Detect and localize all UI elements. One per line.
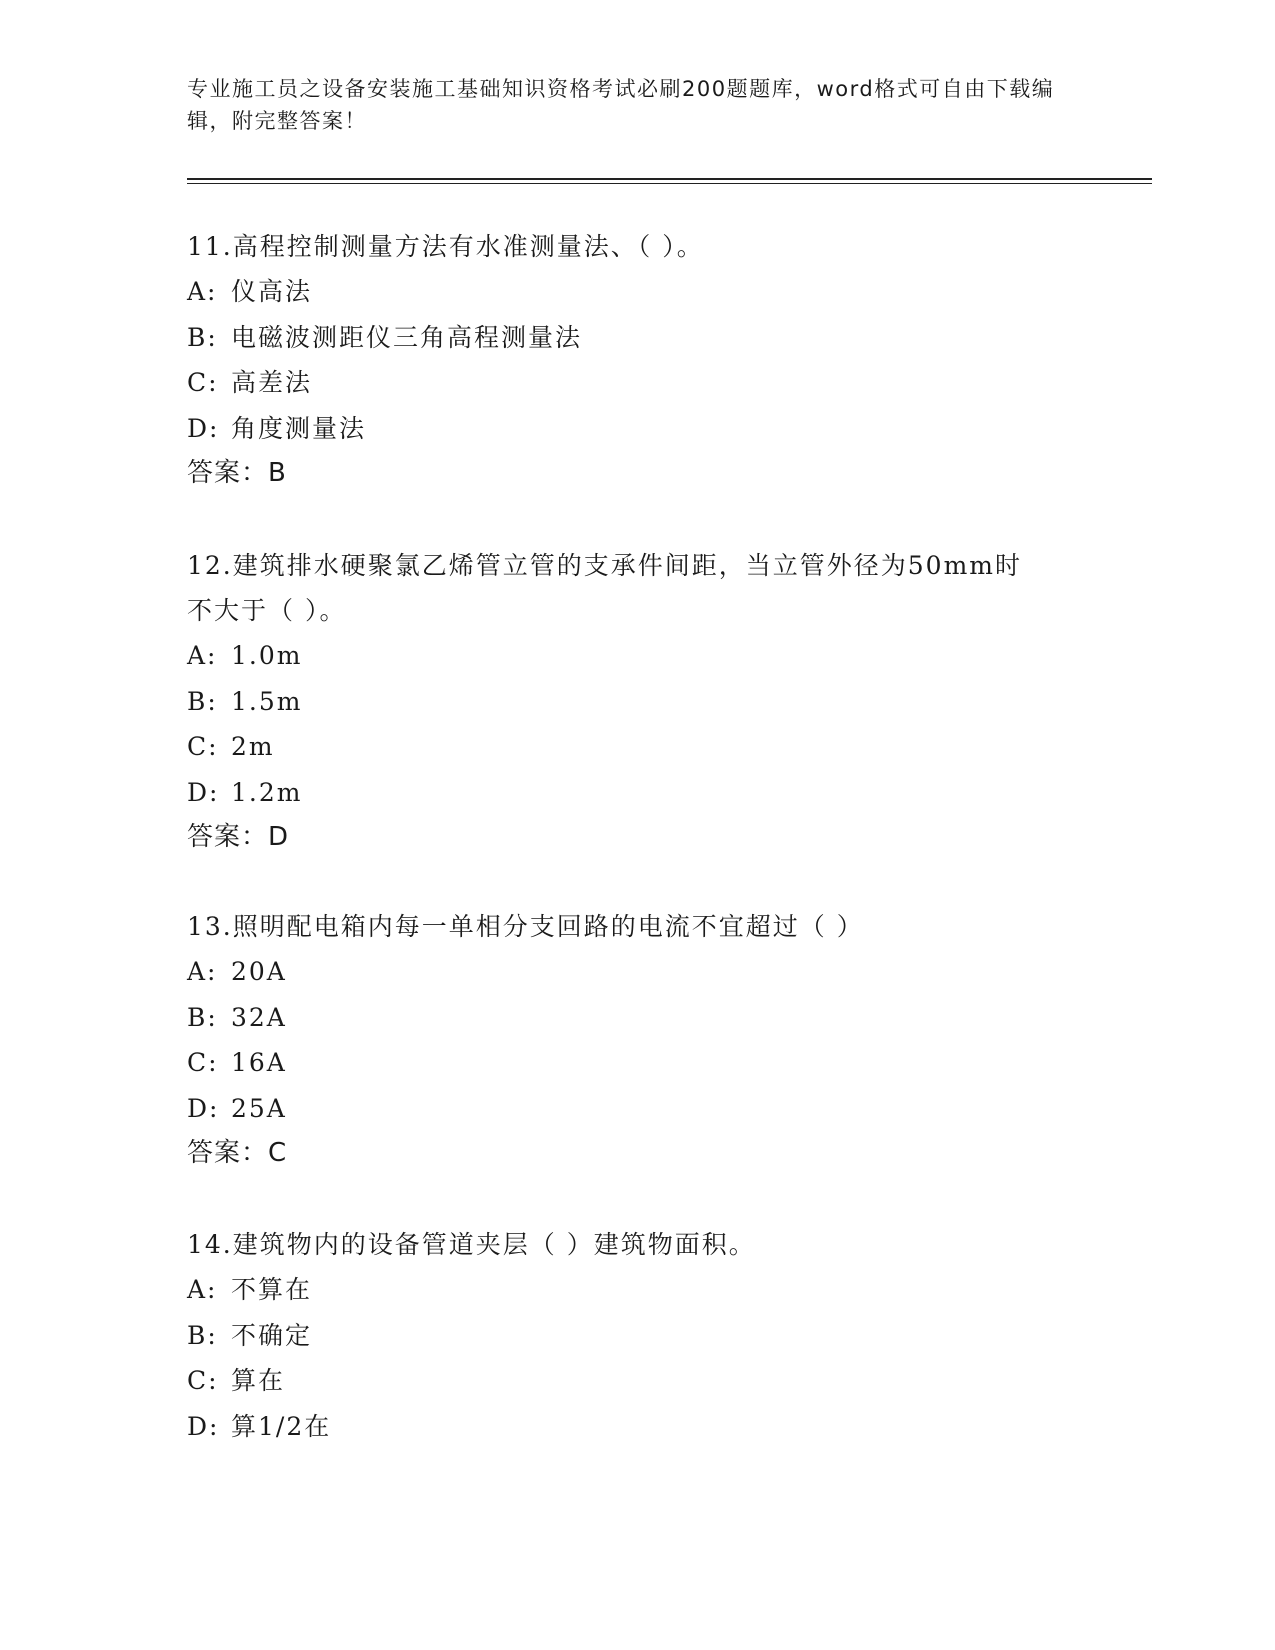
option-text: 1.0m	[231, 641, 303, 670]
option-d	[187, 770, 1047, 816]
option-c	[187, 1358, 1087, 1404]
option-text: 32A	[231, 1002, 287, 1032]
answer-value: D	[268, 822, 290, 852]
option-b	[187, 1313, 1087, 1359]
option-letter: A:	[187, 277, 218, 306]
option-text: 1.2m	[231, 777, 303, 807]
question-14	[187, 1222, 1087, 1449]
option-a	[187, 269, 1087, 315]
answer-line	[187, 451, 1087, 496]
option-b	[187, 315, 1087, 361]
option-d	[187, 1404, 1087, 1450]
option-text: 1.5m	[231, 686, 303, 716]
option-text: 角度测量法	[231, 413, 367, 443]
question-stem: 13.照明配电箱内每一单相分支回路的电流不宜超过（ ）	[187, 912, 864, 941]
option-letter: B:	[187, 1002, 218, 1032]
option-d	[187, 406, 1087, 452]
option-letter: A:	[187, 641, 218, 670]
option-letter: C:	[187, 1366, 219, 1395]
option-text: 2m	[231, 732, 275, 761]
answer-line	[187, 1131, 1087, 1176]
option-text: 25A	[231, 1093, 287, 1123]
option-b	[187, 995, 1087, 1041]
option-letter: C:	[187, 732, 219, 761]
option-text: 20A	[231, 957, 287, 986]
question-12	[187, 543, 1047, 860]
option-letter: D:	[187, 1093, 220, 1123]
question-stem: 12.建筑排水硬聚氯乙烯管立管的支承件间距，当立管外径为50mm时不大于（ ）。	[187, 551, 1022, 625]
answer-label: 答案：	[187, 458, 269, 488]
option-letter: D:	[187, 1411, 220, 1441]
option-a	[187, 1267, 1087, 1313]
option-text: 算1/2在	[231, 1411, 332, 1441]
question-13	[187, 904, 1087, 1176]
option-letter: D:	[187, 413, 220, 443]
question-stem: 11.高程控制测量方法有水准测量法、（ ）。	[187, 232, 704, 261]
option-text: 高差法	[231, 368, 313, 397]
option-c	[187, 360, 1087, 406]
answer-line	[187, 815, 1047, 860]
option-letter: B:	[187, 322, 218, 352]
answer-label: 答案：	[187, 822, 269, 852]
document-header: 专业施工员之设备安装施工基础知识资格考试必刷200题题库，word格式可自由下载编辑，附完整答案！	[187, 77, 1055, 133]
option-letter: B:	[187, 1320, 218, 1350]
header-divider-thin	[187, 183, 1152, 184]
option-a	[187, 633, 1047, 679]
option-c	[187, 724, 1047, 770]
option-letter: A:	[187, 957, 218, 986]
option-letter: A:	[187, 1275, 218, 1304]
header-divider-thick	[187, 178, 1152, 180]
question-stem: 14.建筑物内的设备管道夹层（ ）建筑物面积。	[187, 1230, 756, 1259]
option-text: 不确定	[231, 1320, 313, 1350]
option-a	[187, 949, 1087, 995]
option-d	[187, 1086, 1087, 1132]
option-text: 不算在	[231, 1275, 313, 1304]
option-text: 16A	[231, 1048, 287, 1077]
option-letter: C:	[187, 1048, 219, 1077]
option-letter: B:	[187, 686, 218, 716]
answer-value: C	[268, 1138, 288, 1168]
answer-value: B	[268, 458, 287, 488]
option-text: 算在	[231, 1366, 286, 1395]
question-11	[187, 224, 1087, 496]
option-text: 仪高法	[231, 277, 313, 306]
option-letter: C:	[187, 368, 219, 397]
option-text: 电磁波测距仪三角高程测量法	[231, 322, 583, 352]
answer-label: 答案：	[187, 1138, 269, 1168]
option-c	[187, 1040, 1087, 1086]
option-b	[187, 679, 1047, 725]
option-letter: D:	[187, 777, 220, 807]
